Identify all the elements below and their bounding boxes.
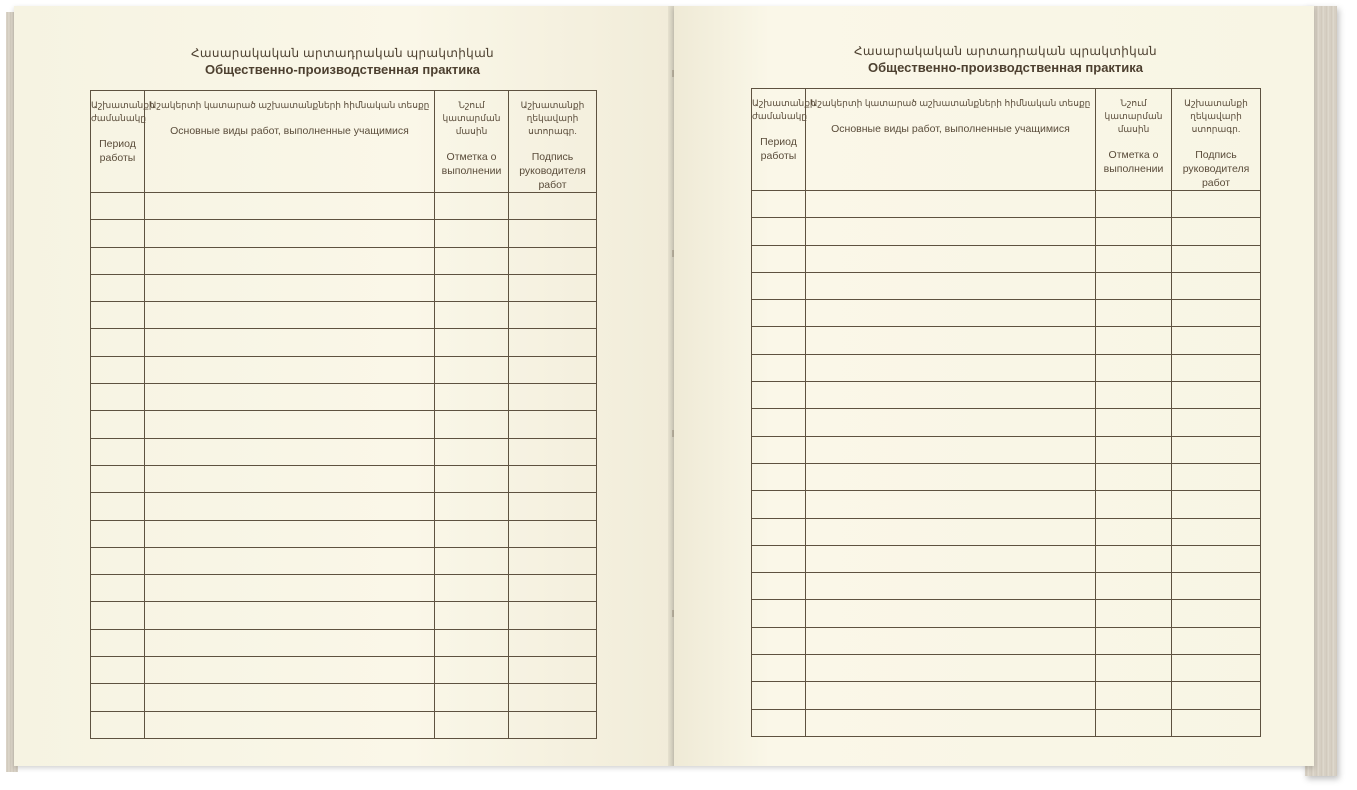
table-cell — [145, 220, 435, 247]
table-cell — [145, 547, 435, 574]
table-row — [752, 218, 1261, 245]
table-cell — [509, 520, 597, 547]
table-cell — [509, 602, 597, 629]
table-cell — [509, 411, 597, 438]
table-cell — [1172, 518, 1261, 545]
table-row — [752, 382, 1261, 409]
table-cell — [752, 627, 806, 654]
table-cell — [145, 684, 435, 711]
table-cell — [91, 602, 145, 629]
table-cell — [1172, 545, 1261, 572]
table-row — [752, 436, 1261, 463]
table-cell — [509, 274, 597, 301]
header-supervisor-signature: Աշխատանքի ղեկավարի ստորագր. Подпись руководителя работ — [509, 91, 597, 193]
table-row — [752, 600, 1261, 627]
table-row — [91, 274, 597, 301]
table-row — [91, 575, 597, 602]
left-page-title-russian: Общественно-производственная практика — [204, 62, 481, 77]
table-row — [752, 682, 1261, 709]
table-cell — [91, 274, 145, 301]
table-cell — [145, 438, 435, 465]
table-cell — [752, 491, 806, 518]
left-practice-table — [90, 90, 597, 739]
table-cell — [1172, 709, 1261, 736]
table-cell — [1172, 463, 1261, 490]
table-cell — [752, 272, 806, 299]
table-cell — [806, 218, 1096, 245]
table-row — [91, 493, 597, 520]
table-cell — [91, 384, 145, 411]
left-page-title-armenian: Հասարակական արտադրական պրակտիկան — [191, 46, 494, 60]
table-row — [91, 384, 597, 411]
table-row — [91, 411, 597, 438]
table-cell — [1096, 327, 1172, 354]
table-cell — [1096, 272, 1172, 299]
table-cell — [1172, 627, 1261, 654]
table-cell — [752, 218, 806, 245]
table-cell — [509, 438, 597, 465]
table-cell — [435, 520, 509, 547]
table-cell — [752, 382, 806, 409]
table-cell — [91, 657, 145, 684]
table-cell — [91, 302, 145, 329]
table-row — [752, 327, 1261, 354]
table-row — [91, 356, 597, 383]
right-practice-table — [751, 88, 1261, 737]
table-row — [752, 573, 1261, 600]
table-cell — [145, 247, 435, 274]
table-cell — [752, 709, 806, 736]
table-cell — [435, 684, 509, 711]
table-row — [91, 220, 597, 247]
table-row — [91, 629, 597, 656]
table-cell — [509, 684, 597, 711]
table-cell — [435, 438, 509, 465]
table-cell — [1096, 600, 1172, 627]
table-row — [91, 465, 597, 492]
table-cell — [509, 384, 597, 411]
table-cell — [806, 409, 1096, 436]
table-cell — [435, 575, 509, 602]
table-cell — [806, 573, 1096, 600]
table-cell — [806, 463, 1096, 490]
table-cell — [509, 465, 597, 492]
table-cell — [1172, 327, 1261, 354]
table-cell — [91, 411, 145, 438]
table-cell — [752, 327, 806, 354]
header-completion-mark: Նշում կատարման մասին Отметка о выполнении — [435, 91, 509, 193]
table-row — [91, 547, 597, 574]
table-cell — [1172, 218, 1261, 245]
table-row — [91, 438, 597, 465]
table-cell — [1172, 409, 1261, 436]
table-cell — [1172, 272, 1261, 299]
table-cell — [145, 493, 435, 520]
table-cell — [1172, 600, 1261, 627]
table-cell — [145, 329, 435, 356]
table-cell — [806, 709, 1096, 736]
table-cell — [1096, 300, 1172, 327]
table-cell — [435, 220, 509, 247]
table-cell — [1172, 300, 1261, 327]
table-cell — [435, 629, 509, 656]
table-cell — [752, 682, 806, 709]
table-row — [752, 300, 1261, 327]
table-cell — [1096, 191, 1172, 218]
table-cell — [435, 411, 509, 438]
table-cell — [752, 245, 806, 272]
table-cell — [752, 518, 806, 545]
table-cell — [1172, 436, 1261, 463]
table-cell — [145, 629, 435, 656]
table-row — [752, 191, 1261, 218]
table-cell — [435, 193, 509, 220]
table-cell — [752, 573, 806, 600]
table-row — [91, 684, 597, 711]
header-work-types: Աշակերտի կատարած աշխատանքների հիմնական տեսքը Основные виды работ, выполненные учащимися — [806, 89, 1096, 191]
table-cell — [435, 274, 509, 301]
table-cell — [435, 329, 509, 356]
header-period: Աշխատանքի ժամանակը Период работы — [752, 89, 806, 191]
table-cell — [752, 463, 806, 490]
table-cell — [145, 274, 435, 301]
table-cell — [509, 493, 597, 520]
table-row — [752, 709, 1261, 736]
table-cell — [1096, 245, 1172, 272]
table-cell — [91, 438, 145, 465]
table-row — [91, 711, 597, 738]
table-cell — [91, 629, 145, 656]
table-row — [752, 545, 1261, 572]
table-cell — [806, 436, 1096, 463]
table-cell — [752, 354, 806, 381]
table-row — [752, 627, 1261, 654]
table-cell — [1096, 627, 1172, 654]
table-cell — [145, 384, 435, 411]
table-cell — [1096, 491, 1172, 518]
header-completion-mark: Նշում կատարման մասին Отметка о выполнении — [1096, 89, 1172, 191]
table-cell — [1172, 354, 1261, 381]
table-cell — [752, 436, 806, 463]
table-cell — [91, 684, 145, 711]
table-cell — [1172, 191, 1261, 218]
table-cell — [435, 657, 509, 684]
table-cell — [509, 575, 597, 602]
table-cell — [752, 600, 806, 627]
table-cell — [1172, 245, 1261, 272]
table-cell — [1172, 491, 1261, 518]
table-cell — [509, 302, 597, 329]
table-cell — [509, 329, 597, 356]
table-row — [752, 245, 1261, 272]
right-page-title-armenian: Հասարակական արտադրական պրակտիկան — [854, 44, 1157, 58]
table-cell — [1096, 682, 1172, 709]
table-cell — [91, 711, 145, 738]
table-cell — [435, 493, 509, 520]
table-cell — [1096, 354, 1172, 381]
table-cell — [806, 545, 1096, 572]
table-cell — [1096, 382, 1172, 409]
table-cell — [806, 518, 1096, 545]
table-cell — [509, 193, 597, 220]
table-cell — [435, 356, 509, 383]
table-cell — [806, 245, 1096, 272]
table-row — [91, 329, 597, 356]
table-cell — [435, 247, 509, 274]
table-cell — [145, 657, 435, 684]
table-cell — [145, 520, 435, 547]
table-cell — [1096, 545, 1172, 572]
table-cell — [806, 382, 1096, 409]
table-cell — [1172, 682, 1261, 709]
table-cell — [91, 193, 145, 220]
table-cell — [91, 356, 145, 383]
table-cell — [806, 191, 1096, 218]
table-cell — [91, 575, 145, 602]
table-cell — [145, 193, 435, 220]
table-cell — [91, 329, 145, 356]
header-period: Աշխատանքի ժամանակը Период работы — [91, 91, 145, 193]
table-row — [91, 193, 597, 220]
table-cell — [509, 356, 597, 383]
table-cell — [1096, 436, 1172, 463]
table-row — [752, 491, 1261, 518]
table-cell — [145, 575, 435, 602]
table-cell — [806, 272, 1096, 299]
table-cell — [1096, 573, 1172, 600]
table-cell — [435, 711, 509, 738]
table-row — [752, 518, 1261, 545]
table-row — [91, 247, 597, 274]
table-cell — [435, 302, 509, 329]
table-cell — [509, 247, 597, 274]
table-cell — [509, 629, 597, 656]
table-cell — [91, 493, 145, 520]
table-cell — [752, 655, 806, 682]
table-cell — [509, 220, 597, 247]
table-row — [91, 520, 597, 547]
table-cell — [509, 711, 597, 738]
table-cell — [91, 547, 145, 574]
table-cell — [145, 356, 435, 383]
table-cell — [1096, 409, 1172, 436]
table-cell — [1172, 655, 1261, 682]
table-cell — [435, 547, 509, 574]
table-cell — [806, 300, 1096, 327]
table-row — [752, 272, 1261, 299]
table-row — [752, 409, 1261, 436]
table-cell — [752, 300, 806, 327]
table-cell — [1096, 709, 1172, 736]
table-cell — [1096, 218, 1172, 245]
table-cell — [91, 465, 145, 492]
table-cell — [752, 409, 806, 436]
table-cell — [1172, 382, 1261, 409]
table-cell — [1096, 518, 1172, 545]
table-cell — [145, 711, 435, 738]
table-cell — [806, 354, 1096, 381]
table-cell — [806, 327, 1096, 354]
table-cell — [752, 191, 806, 218]
table-cell — [1172, 573, 1261, 600]
table-cell — [145, 465, 435, 492]
table-cell — [806, 655, 1096, 682]
table-row — [752, 463, 1261, 490]
right-page-title-russian: Общественно-производственная практика — [867, 60, 1144, 75]
table-cell — [435, 465, 509, 492]
table-cell — [806, 491, 1096, 518]
table-cell — [145, 602, 435, 629]
table-cell — [806, 682, 1096, 709]
table-cell — [1096, 655, 1172, 682]
table-cell — [806, 627, 1096, 654]
header-supervisor-signature: Աշխատանքի ղեկավարի ստորագր. Подпись руководителя работ — [1172, 89, 1261, 191]
table-row — [752, 655, 1261, 682]
table-cell — [91, 220, 145, 247]
table-row — [752, 354, 1261, 381]
table-cell — [1096, 463, 1172, 490]
table-cell — [806, 600, 1096, 627]
table-row — [91, 602, 597, 629]
table-cell — [91, 520, 145, 547]
table-cell — [509, 657, 597, 684]
table-cell — [435, 602, 509, 629]
table-row — [91, 302, 597, 329]
table-row — [91, 657, 597, 684]
table-cell — [509, 547, 597, 574]
table-cell — [91, 247, 145, 274]
table-cell — [145, 411, 435, 438]
table-cell — [145, 302, 435, 329]
table-cell — [752, 545, 806, 572]
table-cell — [435, 384, 509, 411]
header-work-types: Աշակերտի կատարած աշխատանքների հիմնական տեսքը Основные виды работ, выполненные учащимися — [145, 91, 435, 193]
